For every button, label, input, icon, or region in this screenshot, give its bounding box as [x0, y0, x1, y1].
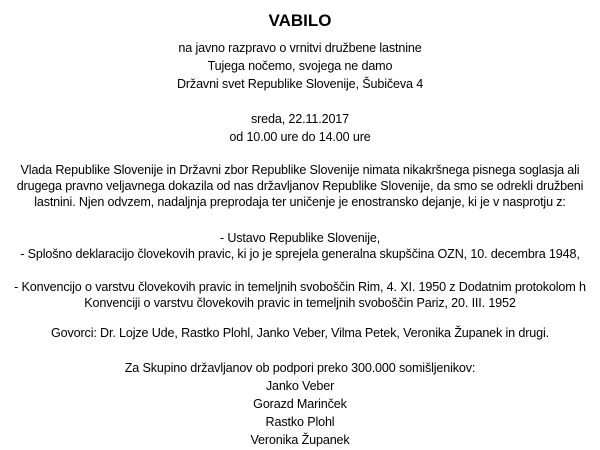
signature-name: Rastko Plohl: [265, 415, 335, 429]
body-paragraph: Vlada Republike Slovenije in Državni zbor Republike Slovenije nimata nikakršnega pisnega soglasja ali drugega pravno veljavnega dokazila od nas državljanov Republike Slovenije, da smo se odrekli družbeni lastnini. Njen odvzem, nadaljnja preprodaja ter uničenje je enostransko dejanje, ki je v nasprotju z:: [16, 163, 584, 209]
signature-name: Veronika Županek: [250, 433, 350, 447]
intro-venue: Državni svet Republike Slovenije, Šubičeva 4: [176, 77, 424, 91]
intro-motto: Tujega nočemo, svojega ne damo: [207, 59, 393, 73]
event-date: sreda, 22.11.2017: [250, 112, 350, 126]
list-item-convention: - Konvencijo o varstvu človekovih pravic in temeljnih svoboščin Rim, 4. XI. 1950 z Dodatnim protokolom h Konvenciji o varstvu človekovih pravic in temeljnih svoboščin Pariz, 20. III. 1952: [14, 280, 586, 310]
signature-name: Janko Veber: [265, 379, 335, 393]
document-title: VABILO: [268, 11, 332, 30]
signature-name: Gorazd Marinček: [253, 397, 347, 411]
speakers-line: Govorci: Dr. Lojze Ude, Rastko Plohl, Janko Veber, Vilma Petek, Veronika Županek in drugi.: [51, 326, 549, 340]
list-item-constitution: - Ustavo Republike Slovenije,: [219, 231, 381, 245]
intro-subject: na javno razpravo o vrnitvi družbene lastnine: [178, 41, 422, 55]
signature-intro: Za Skupino državljanov ob podpori preko 300.000 somišljenikov:: [124, 361, 476, 375]
event-time: od 10.00 ure do 14.00 ure: [229, 130, 371, 144]
list-item-declaration: - Splošno deklaracijo človekovih pravic, ki jo je sprejela generalna skupščina OZN, 10. decembra 1948,: [20, 247, 580, 261]
